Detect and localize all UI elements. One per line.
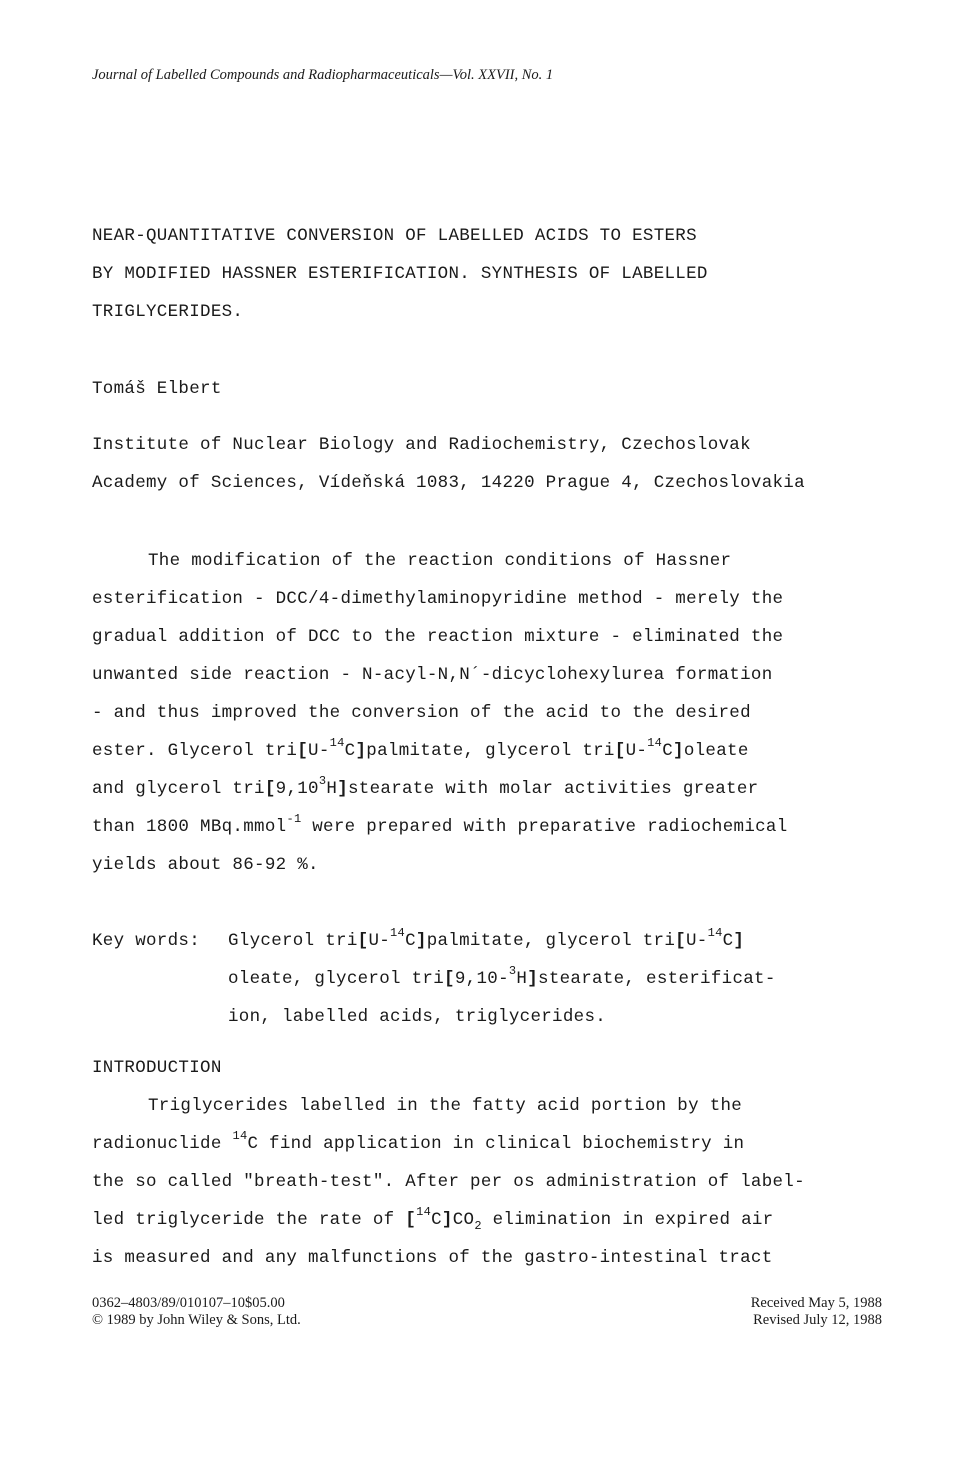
intro-line: radionuclide $^{14}$C find application in clinical biochemistry in (92, 1129, 745, 1154)
title-line-2: BY MODIFIED HASSNER ESTERIFICATION. SYNTHESIS OF LABELLED (92, 264, 708, 284)
title-line-3: TRIGLYCERIDES. (92, 302, 244, 322)
copyright: © 1989 by John Wiley & Sons, Ltd. (92, 1312, 301, 1328)
affiliation-line-1: Institute of Nuclear Biology and Radiochemistry, Czechoslovak (92, 435, 751, 455)
abstract-line: The modification of the reaction conditions of Hassner (148, 551, 732, 571)
abstract-line: gradual addition of DCC to the reaction mixture - eliminated the (92, 627, 784, 647)
affiliation-line-2: Academy of Sciences, Vídeňská 1083, 14220 Prague 4, Czechoslovakia (92, 473, 805, 493)
intro-line: Triglycerides labelled in the fatty acid portion by the (148, 1096, 743, 1116)
keywords-label: Key words: (92, 931, 201, 951)
keywords-line: oleate, glycerol tri[9,10-$^3$H]stearate, esterificat- (228, 964, 776, 989)
abstract-line: ester. Glycerol tri[U-$^{14}$C]palmitate, glycerol tri[U-$^{14}$C]oleate (92, 736, 749, 761)
abstract-line: yields about 86-92 %. (92, 855, 319, 875)
journal-header: Journal of Labelled Compounds and Radiopharmaceuticals—Vol. XXVII, No. 1 (92, 67, 554, 83)
received-date: Received May 5, 1988 (750, 1295, 882, 1311)
abstract-line: and glycerol tri[9,10$^3$H]stearate with molar activities greater (92, 774, 759, 799)
intro-line: led triglyceride the rate of $[^{14}C]CO_2$ elimination in expired air (92, 1205, 774, 1233)
author: Tomáš Elbert (92, 379, 222, 399)
article-code: 0362–4803/89/010107–10$05.00 (92, 1295, 285, 1311)
abstract-line: than 1800 MBq.mmol$^{-1}$ were prepared with preparative radiochemical (92, 812, 788, 837)
title-line-1: NEAR-QUANTITATIVE CONVERSION OF LABELLED ACIDS TO ESTERS (92, 226, 697, 246)
revised-date: Revised July 12, 1988 (753, 1312, 882, 1328)
keywords-line: Glycerol tri[U-$^{14}$C]palmitate, glycerol tri[U-$^{14}$C] (228, 926, 745, 951)
section-heading: INTRODUCTION (92, 1058, 222, 1078)
abstract-line: esterification - DCC/4-dimethylaminopyridine method - merely the (92, 589, 784, 609)
keywords-line: ion, labelled acids, triglycerides. (228, 1007, 607, 1027)
abstract-line: unwanted side reaction - N-acyl-N,N´-dicyclohexylurea formation (92, 665, 773, 685)
intro-line: the so called "breath-test". After per os administration of label- (92, 1172, 805, 1192)
intro-line: is measured and any malfunctions of the gastro-intestinal tract (92, 1248, 773, 1268)
abstract-line: - and thus improved the conversion of the acid to the desired (92, 703, 751, 723)
